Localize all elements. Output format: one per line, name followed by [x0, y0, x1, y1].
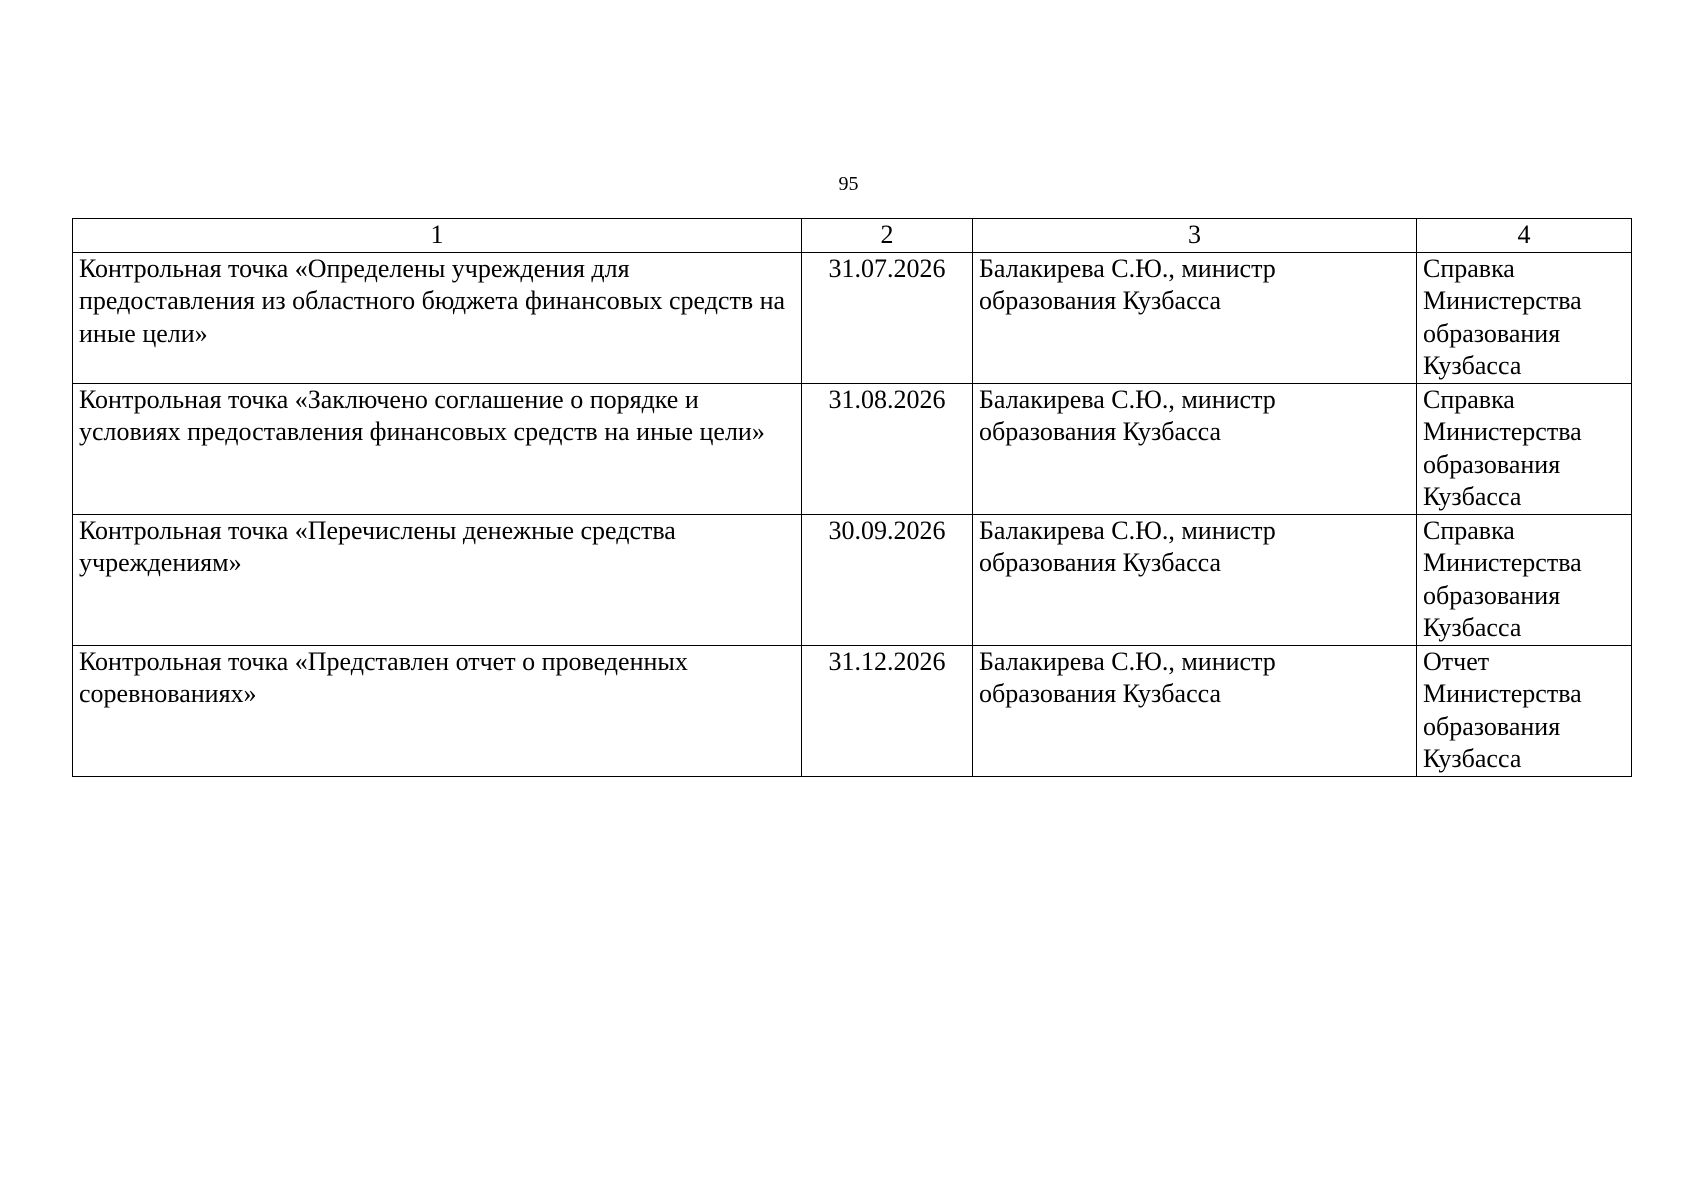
control-points-table — [72, 218, 1632, 777]
responsible-cell: Балакирева С.Ю., министр образования Кузбасса — [973, 645, 1417, 776]
responsible-cell: Балакирева С.Ю., министр образования Кузбасса — [973, 383, 1417, 514]
column-header-3: 3 — [973, 219, 1417, 253]
event-cell: Контрольная точка «Перечислены денежные средства учреждениям» — [73, 514, 802, 645]
table-row — [73, 252, 1632, 383]
table-row — [73, 645, 1632, 776]
date-cell: 31.07.2026 — [802, 252, 973, 383]
document-cell: Отчет Министерства образования Кузбасса — [1417, 645, 1632, 776]
responsible-cell: Балакирева С.Ю., министр образования Кузбасса — [973, 252, 1417, 383]
event-cell: Контрольная точка «Определены учреждения для предоставления из областного бюджета финансовых средств на иные цели» — [73, 252, 802, 383]
document-cell: Справка Министерства образования Кузбасса — [1417, 514, 1632, 645]
table-row — [73, 514, 1632, 645]
page-number: 95 — [838, 173, 859, 195]
event-cell: Контрольная точка «Заключено соглашение о порядке и условиях предоставления финансовых средств на иные цели» — [73, 383, 802, 514]
event-cell: Контрольная точка «Представлен отчет о проведенных соревнованиях» — [73, 645, 802, 776]
column-header-1: 1 — [73, 219, 802, 253]
date-cell: 31.12.2026 — [802, 645, 973, 776]
document-cell: Справка Министерства образования Кузбасса — [1417, 252, 1632, 383]
column-header-4: 4 — [1417, 219, 1632, 253]
date-cell: 30.09.2026 — [802, 514, 973, 645]
document-cell: Справка Министерства образования Кузбасса — [1417, 383, 1632, 514]
table-row — [73, 383, 1632, 514]
responsible-cell: Балакирева С.Ю., министр образования Кузбасса — [973, 514, 1417, 645]
table-header-row — [73, 219, 1632, 253]
column-header-2: 2 — [802, 219, 973, 253]
date-cell: 31.08.2026 — [802, 383, 973, 514]
